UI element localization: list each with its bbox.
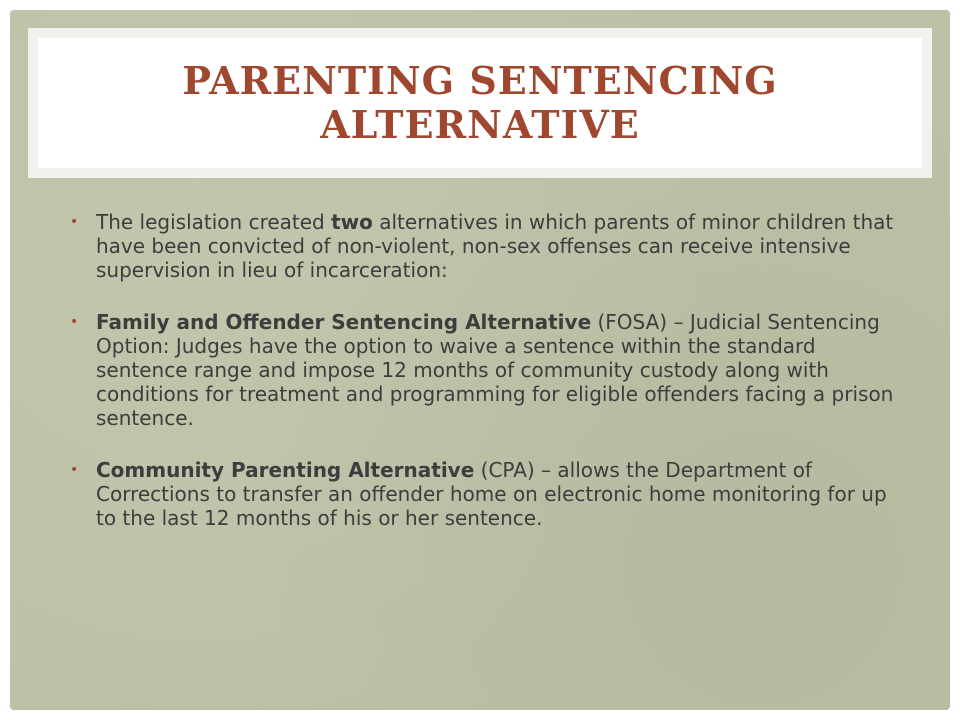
bullet-dot-icon: • xyxy=(70,462,79,478)
bullet-text-bold: Community Parenting Alternative xyxy=(96,458,475,482)
bullet-text-rest: (CPA) – allows the Department of Corrections to transfer an offender home on electronic home monitoring for up to the last 12 months of his or her sentence. xyxy=(96,458,887,530)
bullet-text-bold: Family and Offender Sentencing Alternative xyxy=(96,310,592,334)
bullet-item-cpa xyxy=(70,458,910,530)
bullet-item-fosa xyxy=(70,310,910,430)
title-box xyxy=(38,38,922,168)
bullet-dot-icon: • xyxy=(70,314,79,330)
page-title-line-1: PARENTING SENTENCING xyxy=(182,58,778,103)
bullet-text-prefix: The legislation created xyxy=(96,210,332,234)
bullet-text-bold: two xyxy=(331,210,373,234)
slide xyxy=(10,10,950,710)
bullet-text-rest: (FOSA) – Judicial Sentencing Option: Judges have the option to waive a sentence within the standard sentence range and impose 12 months of community custody along with conditions for treatment and programming for eligible offenders facing a prison sentence. xyxy=(96,310,894,430)
content-body xyxy=(70,210,910,558)
title-frame xyxy=(28,28,932,178)
bullet-text-rest: alternatives in which parents of minor children that have been convicted of non-violent, non-sex offenses can receive intensive supervision in lieu of incarceration: xyxy=(96,210,894,282)
bullet-dot-icon: • xyxy=(70,214,79,230)
bullet-item-intro xyxy=(70,210,910,282)
page-title-line-2: ALTERNATIVE xyxy=(320,102,640,147)
